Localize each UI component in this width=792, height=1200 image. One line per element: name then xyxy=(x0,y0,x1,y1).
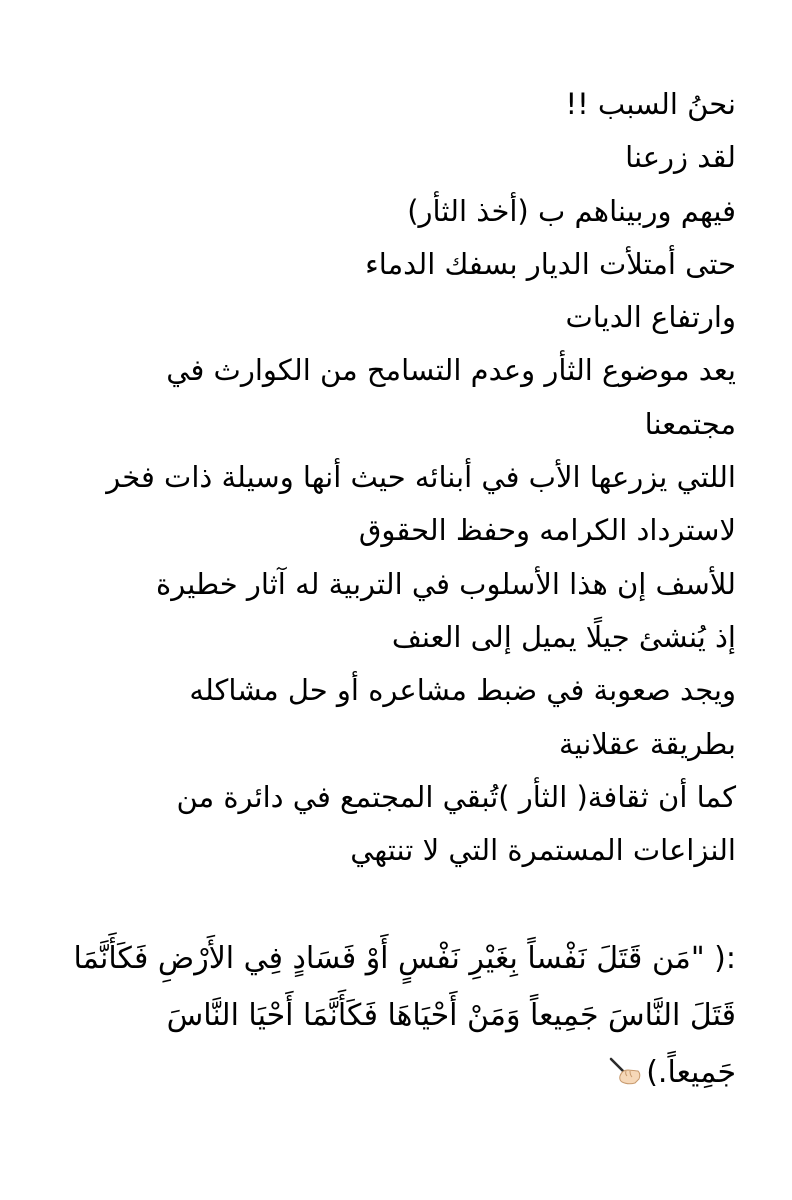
text-line-9: لاسترداد الكرامه وحفظ الحقوق xyxy=(358,513,736,548)
text-line-15: النزاعات المستمرة التي لا تنتهي xyxy=(350,833,736,868)
text-line-11: إذ يُنشئ جيلًا يميل إلى العنف xyxy=(391,619,736,654)
text-line-14: كما أن ثقافة( الثأر )تُبقي المجتمع في دائرة من xyxy=(176,779,736,814)
text-line-5: وارتفاع الديات xyxy=(565,300,736,335)
text-line-2: لقد زرعنا xyxy=(625,140,736,175)
text-line-12: ويجد صعوبة في ضبط مشاعره أو حل مشاكله xyxy=(189,673,736,708)
text-line-7: مجتمعنا xyxy=(644,406,736,441)
note-body xyxy=(60,78,736,1101)
quote-line-3-text: جَمِيعاً.) xyxy=(646,1055,736,1091)
text-line-10: للأسف إن هذا الأسلوب في التربية له آثار خطيرة xyxy=(156,566,736,601)
text-line-6: يعد موضوع الثأر وعدم التسامح من الكوارث في xyxy=(166,353,736,388)
text-line-8: اللتي يزرعها الأب في أبنائه حيث أنها وسيلة ذات فخر xyxy=(106,460,736,495)
text-line-4: حتى أمتلأت الديار بسفك الدماء xyxy=(365,246,736,281)
text-line-3: فيهم وربيناهم ب (أخذ الثأر) xyxy=(407,193,736,228)
quote-line-1: :( "مَن قَتَلَ نَفْساً بِغَيْرِ نَفْسٍ أَوْ فَسَادٍ فِي الأَرْضِ فَكَأَنَّمَا xyxy=(73,941,736,977)
quran-quote xyxy=(60,930,736,1101)
quote-line-3 xyxy=(60,1044,736,1101)
text-line-13: بطريقة عقلانية xyxy=(558,726,736,761)
writing-hand-icon xyxy=(608,1056,642,1086)
quote-line-2: قَتَلَ النَّاسَ جَمِيعاً وَمَنْ أَحْيَاهَا فَكَأَنَّمَا أَحْيَا النَّاسَ xyxy=(166,998,736,1034)
text-line-1: نحنُ السبب !! xyxy=(565,87,736,121)
